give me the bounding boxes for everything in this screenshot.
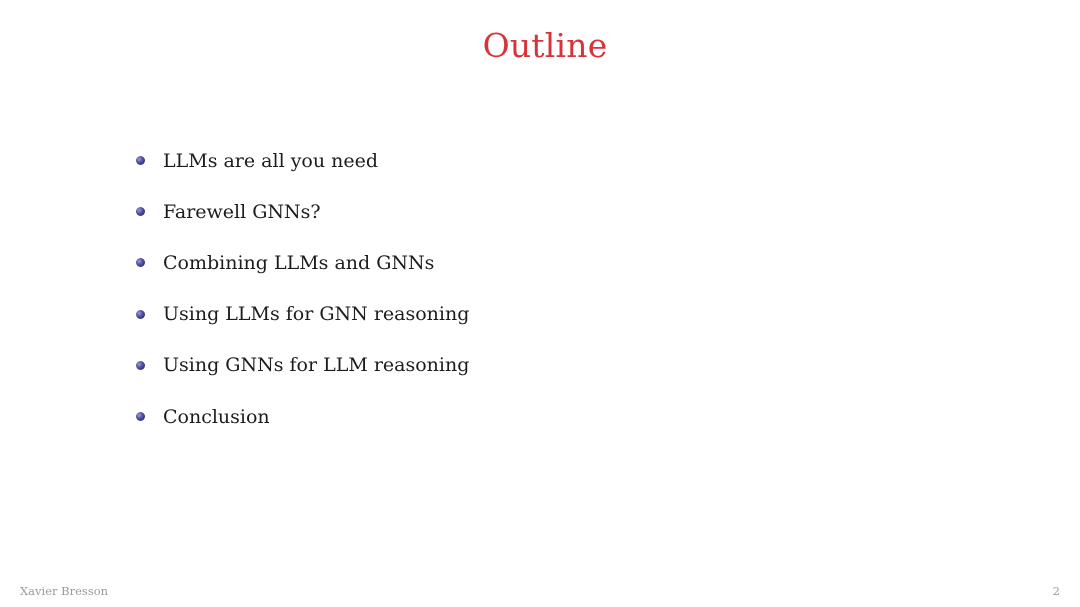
bullet-icon xyxy=(136,258,145,267)
outline-item xyxy=(133,135,469,186)
outline-item-label: LLMs are all you need xyxy=(163,149,379,172)
slide-title: Outline xyxy=(482,26,608,65)
outline-item xyxy=(133,289,469,340)
bullet-icon xyxy=(136,310,145,319)
outline-item-label: Using LLMs for GNN reasoning xyxy=(163,303,470,326)
outline-item-label: Using GNNs for LLM reasoning xyxy=(163,354,470,377)
bullet-icon xyxy=(136,361,145,370)
bullet-icon xyxy=(136,207,145,216)
footer-author: Xavier Bresson xyxy=(20,584,109,598)
outline-item xyxy=(133,237,469,288)
outline-item xyxy=(133,391,469,442)
bullet-icon xyxy=(136,412,145,421)
outline-item-label: Farewell GNNs? xyxy=(163,200,321,223)
outline-item xyxy=(133,186,469,237)
outline-list xyxy=(133,135,469,442)
outline-item xyxy=(133,340,469,391)
outline-item-label: Conclusion xyxy=(163,405,270,428)
outline-item-label: Combining LLMs and GNNs xyxy=(163,251,435,274)
page-number: 2 xyxy=(1052,584,1060,598)
bullet-icon xyxy=(136,156,145,165)
